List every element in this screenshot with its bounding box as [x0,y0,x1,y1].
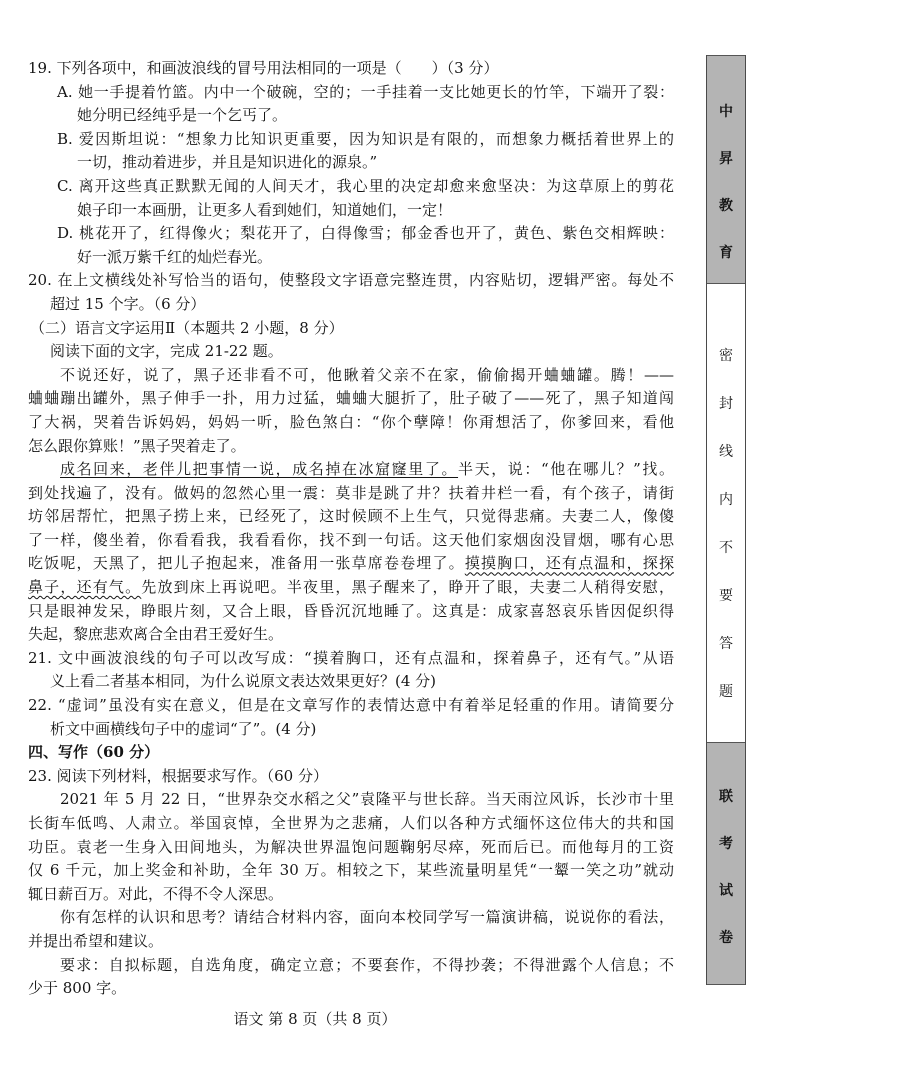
q21-line-2: 义上看二者基本相同，为什么说原文表达效果更好？(4 分) [50,672,437,691]
q19-stem: 19. 下列各项中，和画波浪线的冒号用法相同的一项是（ ）（3 分） [28,59,499,77]
q22-line-2: 析文中画横线句子中的虚词“了”。(4 分) [50,719,317,738]
wavy-underlined-sentence: 摸摸胸口，还有点温和，探探 [464,554,674,573]
passage-line: 了一样，傻坐着，你看看我，我看看你，找不到一句话。这天他们家烟囱没冒烟，哪有心思 [28,530,674,549]
q20-line-2: 超过 15 个字。（6 分） [50,294,206,313]
strip-char: 卷 [719,930,733,946]
page-footer: 语文 第 8 页（共 8 页） [233,1010,397,1028]
passage-text: 吃饭呢，天黑了，把儿子抱起来，准备用一张草席卷卷埋了。 [28,554,465,573]
wavy-underlined-sentence: 鼻子，还有气。 [28,578,142,597]
q23-material-line: 辄日薪百万。对此，不得不令人深思。 [28,884,284,903]
passage-text: 半天，说：“他在哪儿？”找。 [458,460,674,479]
passage-line: 怎么跟你算账！”黑子哭着走了。 [28,436,246,455]
strip-char: 育 [719,245,733,261]
section4-heading: 四、写作（60 分） [28,743,160,762]
q23-material-line: 仅 6 千元，加上奖金和补助，全年 30 万。相较之下，某些流量明星凭“一颦一笑之功”就动 [28,861,674,880]
strip-bottom-box [707,742,745,985]
q19-option-a-line-2: 她分明已经纯乎是一个乞丐了。 [77,106,288,125]
strip-char: 教 [719,198,733,214]
passage-line: 只是眼神发呆，睁眼片刻，又合上眼，昏昏沉沉地睡了。这真是：成家喜怒哀乐皆因促织得 [28,601,674,620]
underlined-sentence: 成名回来，老伴儿把事情一说，成名掉在冰窟窿里了。 [60,460,459,479]
q23-material-line: 2021 年 5 月 22 日，“世界杂交水稻之父”袁隆平与世长辞。当天雨泣风诉，长沙市十里 [60,790,674,809]
section2-heading: （二）语言文字运用Ⅱ（本题共 2 小题，8 分） [30,318,344,337]
passage-line-underlined [60,458,674,482]
q19-option-a-line-1: A. 她一手提着竹篮。内中一个破碗，空的；一手挂着一支比她更长的竹竿，下端开了裂： [57,82,674,101]
q23-task-line: 你有怎样的认识和思考？请结合材料内容，面向本校同学写一篇演讲稿，说说你的看法， [60,908,674,927]
q19-option-b-line-2: 一切，推动着进步，并且是知识进化的源泉。” [77,153,378,172]
q22-line-1: 22. “虚词”虽没有实在意义，但是在文章写作的表情达意中有着举足轻重的作用。请简要分 [28,696,674,715]
q20-line-1: 20. 在上文横线处补写恰当的语句，使整段文字语意完整连贯，内容贴切，逻辑严密。每处不 [28,271,674,290]
q23-stem: 23. 阅读下列材料，根据要求写作。（60 分） [28,766,328,785]
strip-char: 昇 [719,151,733,167]
passage-line-wavy [28,576,674,600]
passage-line: 不说还好，说了，黑子还非看不可，他瞅着父亲不在家，偷偷揭开蛐蛐罐。腾！—— [60,365,674,384]
q23-requirements-line: 少于 800 字。 [28,979,127,998]
q23-material-line: 功臣。袁老一生身入田间地头，为解决世界温饱问题鞠躬尽瘁，死而后已。而他每月的工资 [28,837,674,856]
strip-char: 内 [719,492,733,508]
strip-char: 考 [719,836,733,852]
q23-task-line: 并提出希望和建议。 [28,931,164,950]
strip-char: 线 [719,444,733,460]
strip-char: 封 [719,396,733,412]
passage-line: 到处找遍了，没有。做妈的忽然心里一震：莫非是跳了井？扶着井栏一看，有个孩子，请街 [28,483,674,502]
passage-line-wavy [28,552,674,576]
strip-char: 试 [719,883,733,899]
passage-line: 蛐蛐蹦出罐外，黑子伸手一扑，用力过猛，蛐蛐大腿折了，肚子破了——死了，黑子知道闯 [28,389,674,408]
q19-option-d-line-1: D. 桃花开了，红得像火；梨花开了，白得像雪；郁金香也开了，黄色、紫色交相辉映： [57,224,674,243]
strip-top-box [707,55,745,284]
section2-instruction: 阅读下面的文字，完成 21-22 题。 [50,342,283,361]
q19-option-b-line-1: B. 爱因斯坦说：“想象力比知识更重要，因为知识是有限的，而想象力概括着世界上的 [57,129,674,148]
q23-material-line: 长街车低鸣、人肃立。举国哀悼，全世界为之悲痛，人们以各种方式缅怀这位伟大的共和国 [28,814,674,832]
strip-char: 联 [719,789,733,805]
passage-line: 了大祸，哭着告诉妈妈，妈妈一听，脸色煞白：“你个孽障！你甭想活了，你爹回来，看他 [28,412,674,431]
passage-line: 坊邻居帮忙，把黑子捞上来，已经死了，这时候顾不上生气，只觉得悲痛。夫妻二人，像傻 [28,507,674,526]
exam-content [0,57,680,1001]
strip-char: 题 [719,684,733,700]
strip-seal-line-box [707,285,745,742]
q23-requirements-line: 要求：自拟标题，自选角度，确定立意；不要套作，不得抄袭；不得泄露个人信息；不 [60,955,674,974]
q21-line-1: 21. 文中画波浪线的句子可以改写成：“摸着胸口，还有点温和，探着鼻子，还有气。”从语 [28,648,674,667]
q19-option-c-line-2: 娘子印一本画册，让更多人看到她们，知道她们，一定！ [77,200,453,219]
binding-strip [706,55,746,985]
strip-char: 要 [719,588,733,604]
strip-char: 不 [719,540,733,556]
q19-option-d-line-2: 好一派万紫千红的灿烂春光。 [77,247,273,266]
strip-char: 答 [719,636,733,652]
passage-line: 失起，黎庶悲欢离合全由君王爱好生。 [28,625,284,644]
passage-text: 先放到床上再说吧。半夜里，黑子醒来了，睁开了眼，夫妻二人稍得安慰， [141,578,674,597]
strip-char: 中 [719,104,733,120]
q19-option-c-line-1: C. 离开这些真正默默无闻的人间天才，我心里的决定却愈来愈坚决：为这草原上的剪花 [57,176,674,195]
strip-char: 密 [719,348,733,364]
